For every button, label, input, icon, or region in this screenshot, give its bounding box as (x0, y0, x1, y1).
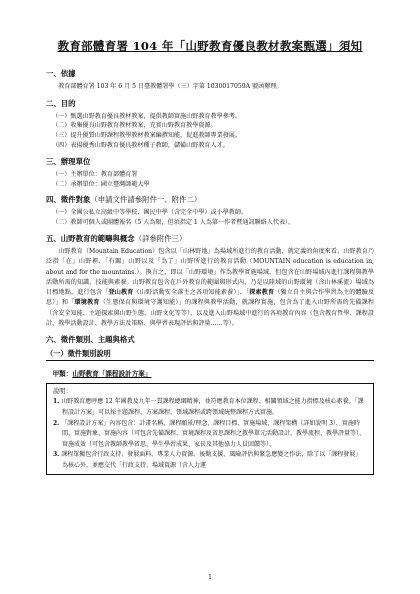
list-item: （四）表揚優秀山野教育優良教材種子教師，儲備山野教育人才。 (52, 141, 229, 149)
section-heading-organizers: 三、辦理單位 (46, 156, 91, 166)
section-heading-purpose: 二、目的 (46, 98, 76, 108)
item-text: 課程單獨包含行政支持、發展面料、專業人力資源、後勤支援、風險評估與緊急應變之作法，除了以「課程發展」為核心外，並應交代「行政支持、場域資源（含人力運 (61, 451, 362, 469)
list-item: （一）主辦單位：教育部體育署 (52, 170, 138, 178)
section-heading-categories: 六、徵件類別、主題與格式 (46, 335, 135, 345)
section-heading-scope (46, 233, 374, 244)
list-item: （一）甄選山野教育優良教材教案，提供教師實施山野教育教學參考。 (52, 112, 241, 120)
item-number: 1. (53, 398, 60, 406)
bold-term: 環境教育 (74, 299, 100, 307)
list-item: （一）全國公私立高級中等學校、國民中學（含完全中學）或小學教師。 (52, 209, 248, 217)
category-name: 山野教育「課程設計方案」 (72, 370, 152, 379)
purpose-list (46, 112, 374, 151)
heading-note: （詳參附件三） (134, 233, 187, 243)
list-item (53, 419, 367, 451)
item-number: 3. (53, 451, 60, 459)
list-item: （二）教師可個人或團體報名（5 人為限，但須指定 1 人為第一作者暨通訊聯絡人代表）。 (52, 219, 295, 227)
item-text: 山野教育應呼應 12 年國教及九年一貫課程總綱精神，並符應教育本位課程、相關領域之能力指標及核心素養。「課程設計方案」可以採主題課程、方案課程、領域課程或跨領域統整課程方式實施。 (61, 398, 364, 416)
text-run: （獨立自主與合作學習為主的體驗反思）」和「 (46, 289, 375, 307)
page-number: 1 (208, 574, 212, 581)
eligibility-list (46, 208, 374, 228)
organizers-list (46, 170, 374, 190)
list-item: （二）收集優良山野教育教材教案，充實山野教育教學資源。 (52, 122, 217, 130)
item-number: 2. (53, 419, 60, 427)
item-text: 「課程設計方案」內容包含：計畫名稱、課程願景/理念、課程目標、實施場域、課程架構（詳如說明 3）、實施時間、實施對象、實施內容（可包含先備課程、實境課程及省思課程之教學單元活動設計、教學流程、教學評量等）、實施成效（可包含教師教學省思、學生學習成果、家長及其他協力人員回饋等）。 (61, 419, 366, 448)
list-item (53, 397, 367, 418)
section-heading-eligibility (46, 194, 374, 205)
heading-note: （申請文件請參附件一、附件二） (90, 195, 202, 205)
text-run: 山野教育（Mountain Education）包含以「山林野地」為場域所進行的教育活動，就定義的角度來看，山野教育乃泛指「在」山野裡、「有關」山野以及「為了」山野所進行的教育活動（MOUNTAIN education is education in, about and for the mountains.）。換言之，即以「山野環境」作為教學實施場域，但包含在山野場域內進行課程與教學活動所需的知識、技能與素養。山野教育包含在戶外教育的範圍與形式內，乃是以陸域的山野環境（含山林溪流）場域為目標地點，進行包含「 (46, 247, 374, 297)
bold-term: 探索教育 (249, 289, 275, 297)
text-run: （山野活動安全落主之各項知能素養）」、「 (133, 289, 250, 297)
document-title: 教育部體育署 104 年「山野教育優良教材教案甄選」須知 (57, 39, 363, 53)
text-run: （生態保育與環境守護知能）」的課程與教學活動，就課程實施，包含為了進入山野所需的先備課程（含安全知能、主題探索與山野生態、山野文化等等），以及進入山野場域中進行的各項教育內容（包含教育哲學、課程設計、教學活動設計、教學方法及策略、與學習表現評估與評量……等）。 (46, 299, 375, 328)
basis-text: 教育部體育署 103 年 6 月 5 日臺教體署學（三）字第 1030017059A 號函辦理。 (58, 83, 283, 90)
bold-term: 登山教育 (108, 289, 134, 297)
category-prefix: 甲類： (52, 370, 73, 379)
heading-text: 五、山野教育的範疇與概念 (46, 233, 135, 243)
list-item: （二）承辦單位：國立臺灣師範大學 (52, 180, 150, 188)
list-item: （三）提升優質山野課程教學教材教案編撰知能，促進教師專業發展。 (52, 132, 241, 140)
scope-paragraph (46, 247, 374, 329)
heading-text: 四、徵件對象 (46, 195, 91, 205)
subsection-heading: （一）徵件類別說明 (46, 349, 374, 361)
description-box (46, 383, 374, 474)
description-list (53, 397, 367, 471)
category-heading (46, 368, 374, 378)
box-label: 說明： (53, 388, 72, 396)
list-item (53, 450, 367, 471)
section-heading-basis: 一、依據 (46, 69, 76, 78)
